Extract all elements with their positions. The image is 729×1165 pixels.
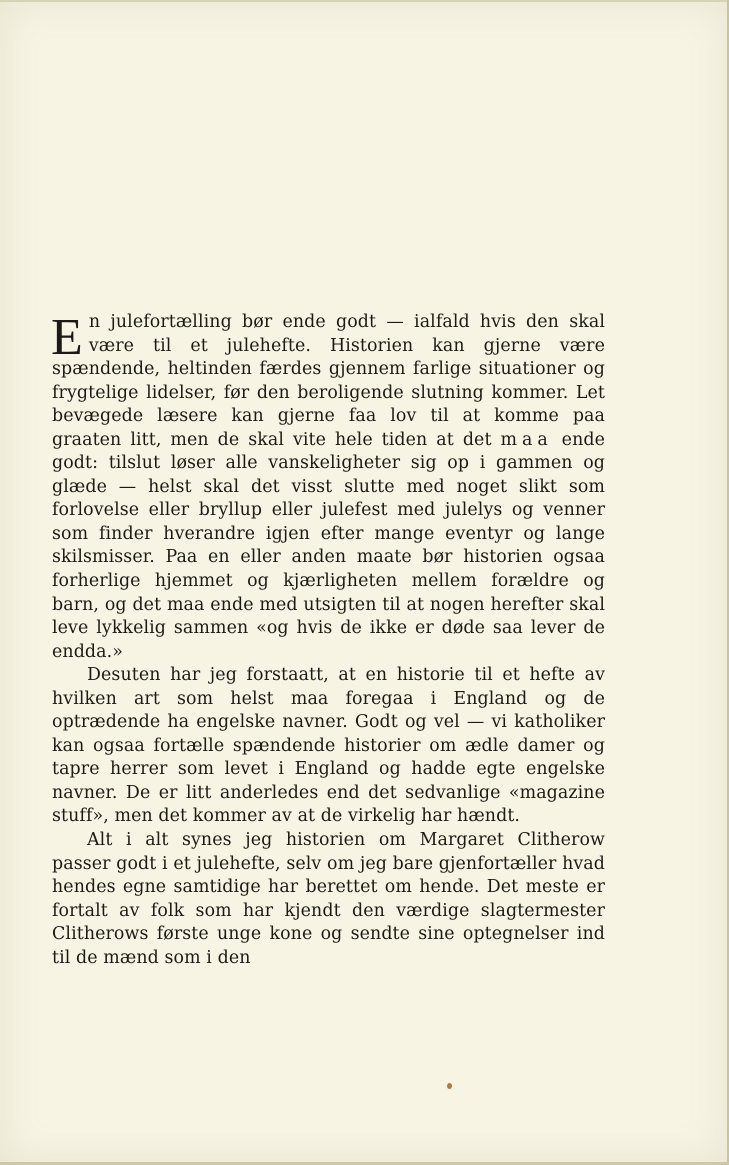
paragraph-2: Desuten har jeg forstaatt, at en historie til et hefte av hvilken art som helst maa foregaa i England og de optrædende ha engelske navner. Godt og vel — vi katholiker kan ogsaa fortælle spændende historier om ædle damer og tapre herrer som levet i England og hadde egte engelske navner. De er litt anderledes end det sedvanlige «magazine stuff», men det kommer av at de virkelig har hændt.	[52, 665, 605, 827]
paragraph-3: Alt i alt synes jeg historien om Margaret Clitherow passer godt i et julehefte, selv om jeg bare gjenfortæller hvad hendes egne samtidige har berettet om hende. Det meste er fortalt av folk som har kjendt den værdige slagtermester Clitherows første unge kone og sendte sine optegnelser ind til de mænd som i den	[52, 830, 605, 968]
ink-spot	[447, 1083, 452, 1089]
page-edge-top	[0, 0, 729, 2]
drop-cap: E	[51, 309, 83, 366]
paragraph-1	[52, 311, 605, 664]
paragraph-1-text-end: ende godt: tilslut løser alle vanskeligheter sig op i gammen og glæde — helst skal det visst slutte med noget slikt som forlovelse eller bryllup eller julefest med julelys og venner som finder hverandre igjen efter mange eventyr og lange skilsmisser. Paa en eller anden maate bør historien ogsaa forherlige hjemmet og kjærligheten mellem forældre og barn, og det maa ende med utsigten til at nogen herefter skal leve lykkelig sammen «og hvis de ikke er døde saa lever de endda.»	[52, 429, 605, 662]
paragraph-1-text-start: n julefortælling bør ende godt — ialfald hvis den skal være til et julehefte. Historien kan gjerne være spændende, heltinden færdes gjennem farlige situationer og frygtelige lidelser, før den beroligende slutning kommer. Let bevægede læsere kan gjerne faa lov til at komme paa graaten litt, men de skal vite hele tiden at det	[52, 312, 605, 450]
body-text	[52, 311, 605, 970]
emphasized-word: maa	[500, 429, 553, 450]
